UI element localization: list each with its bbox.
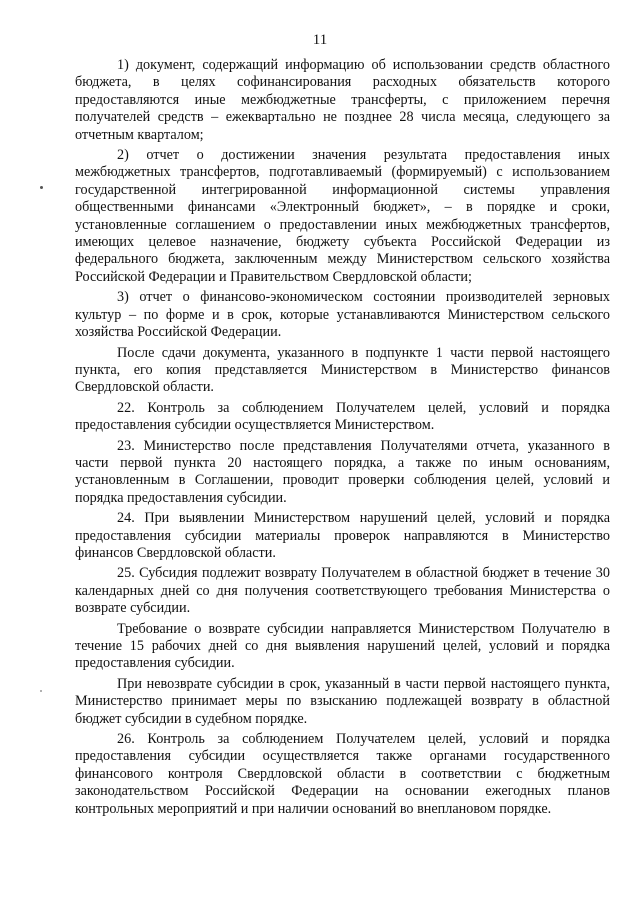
document-body bbox=[75, 57, 610, 818]
paragraph-item-26: 26. Контроль за соблюдением Получателем целей, условий и порядка предоставления субсидии осуществляется также органами государственного финансового контроля Свердловской области в соответствии с бюджетным законодательством Российской Федерации на основании ежегодных планов контрольных мероприятий и при наличии оснований во внеплановом порядке. bbox=[75, 731, 610, 817]
paragraph-subitem-3: 3) отчет о финансово-экономическом состоянии производителей зерновых культур – по форме и в срок, которые устанавливаются Министерством сельского хозяйства Российской Федерации. bbox=[75, 289, 610, 341]
paragraph-item-22: 22. Контроль за соблюдением Получателем целей, условий и порядка предоставления субсидии осуществляется Министерством. bbox=[75, 399, 610, 434]
paragraph-item-24: 24. При выявлении Министерством нарушений целей, условий и порядка предоставления субсидии материалы проверок направляются в Министерство финансов Свердловской области. bbox=[75, 510, 610, 561]
paragraph-subitem-2: 2) отчет о достижении значения результата предоставления иных межбюджетных трансфертов, подготавливаемый (формируемый) с использованием государственной интегрированной информационной системы управления общественными финансами «Электронный бюджет», – в порядке и сроки, установленные соглашением о предоставлении иных межбюджетных трансфертов, имеющих целевое назначение, бюджету субъекта Российской Федерации из федерального бюджета, заключенным между Министерством сельского хозяйства Российской Федерации и Правительством Свердловской области; bbox=[75, 147, 610, 285]
paragraph-copy-to-finance-ministry: После сдачи документа, указанного в подпункте 1 части первой настоящего пункта, его копия представляется Министерством в Министерство финансов Свердловской области. bbox=[75, 344, 610, 396]
paragraph-subitem-1: 1) документ, содержащий информацию об использовании средств областного бюджета, в целях софинансирования расходных обязательств которого предоставляются иные межбюджетные трансферты, с приложением перечня получателей средств – ежеквартально не позднее 28 числа месяца, следующего за отчетным кварталом; bbox=[75, 57, 610, 143]
paragraph-item-23: 23. Министерство после представления Получателями отчета, указанного в части первой пункта 20 настоящего порядка, а также по иным основаниям, установленным в Соглашении, проводит проверки соблюдения целей, условий и порядка предоставления субсидии. bbox=[75, 437, 610, 506]
scan-dot-mark bbox=[40, 186, 43, 189]
scan-dot-mark bbox=[40, 690, 42, 692]
paragraph-non-refund-recovery: При невозврате субсидии в срок, указанный в части первой настоящего пункта, Министерство принимает меры по взысканию подлежащей возврату в областной бюджет субсидии в судебном порядке. bbox=[75, 675, 610, 727]
page-number: 11 bbox=[312, 32, 328, 48]
paragraph-item-25: 25. Субсидия подлежит возврату Получателем в областной бюджет в течение 30 календарных дней со дня получения соответствующего требования Министерства о возврате субсидии. bbox=[75, 565, 610, 617]
paragraph-refund-requirement: Требование о возврате субсидии направляется Министерством Получателю в течение 15 рабочих дней со дня выявления нарушений целей, условий и порядка предоставления субсидии. bbox=[75, 620, 610, 672]
